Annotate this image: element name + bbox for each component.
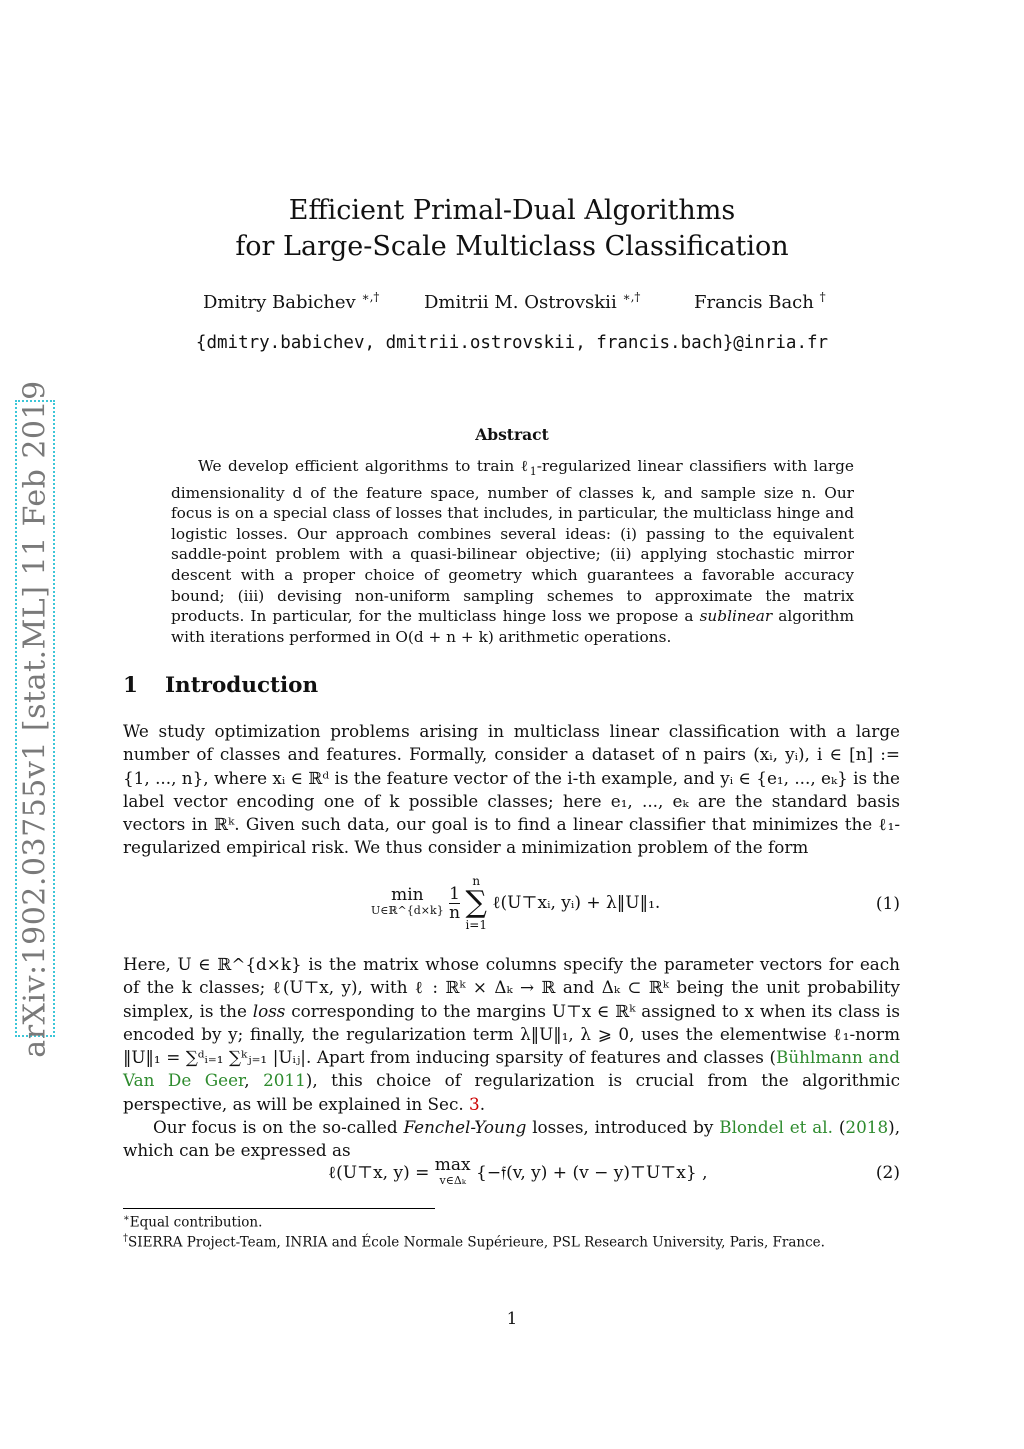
abstract-body	[171, 456, 854, 647]
footnote-2	[123, 1233, 825, 1251]
section-title: Introduction	[165, 673, 319, 698]
section-heading	[123, 673, 318, 698]
abstract-text: We develop efficient algorithms to train ℓ	[198, 457, 530, 475]
paragraph-text: Here, U ∈ ℝ^{d×k} is the matrix whose columns specify the parameter vectors for each of the k classes; ℓ(U⊤x, y), with ℓ : ℝᵏ × Δₖ → ℝ and Δₖ ⊂ ℝᵏ being the unit probability simplex, is the	[123, 954, 900, 1021]
max-operator: max	[434, 1155, 471, 1175]
emphasis-fenchel-young: Fenchel-Young	[403, 1117, 527, 1138]
footnote-1	[123, 1213, 262, 1231]
citation-separator: (	[833, 1117, 846, 1138]
fraction-denominator: n	[449, 902, 461, 923]
sum-upper: n	[472, 874, 481, 888]
paragraph-text: We study optimization problems arising in multiclass linear classification with a large number of classes and features. Formally, consider a dataset of n pairs (xᵢ, yᵢ), i ∈ [n] := {1, ..., n}, where xᵢ ∈ ℝᵈ is the feature vector of the i-th example, and yᵢ ∈ {e₁, ..., eₖ} is the label vector encoding one of k possible classes; here e₁, ..., eₖ are the standard basis vectors in ℝᵏ. Given such data, our goal is to find a linear classifier that minimizes the ℓ₁-regularized empirical risk. We thus consider a minimization problem of the form	[123, 721, 900, 858]
citation-separator: ,	[244, 1070, 264, 1091]
paragraph-text: ), this choice of regularization is crucial from the algorithmic perspective, as will be explained in Sec.	[123, 1070, 901, 1114]
abstract-text: -regularized linear classifiers with large dimensionality d of the feature space, number of classes k, and sample size n. Our focus is on a special class of losses that includes, in particular, the multiclass hinge and logistic losses. Our approach combines several ideas: (i) passing to the equivalent saddle-point problem with a quasi-bilinear objective; (ii) applying stochastic mirror descent with a proper choice of geometry which guarantees a favorable accuracy bound; (iii) devising non-uniform sampling schemes to approximate the matrix products. In particular, for the multiclass hinge loss we propose a	[171, 457, 854, 626]
emphasis-loss: loss	[252, 1000, 286, 1021]
paragraph-text: .	[479, 1093, 486, 1114]
intro-paragraph-2	[123, 953, 900, 1163]
section-number: 1	[123, 673, 138, 698]
author-marks: ∗,†	[361, 290, 380, 304]
paragraph-text: losses, introduced by	[526, 1117, 720, 1138]
min-operator: min	[391, 885, 424, 905]
eq2-max	[434, 1155, 471, 1188]
equation-number-1: (1)	[875, 894, 900, 914]
eq2-body: {−𝔣(v, y) + (v − y)⊤U⊤x} ,	[476, 1163, 708, 1183]
paragraph-text: ), which can be expressed as	[123, 1117, 901, 1161]
max-subscript: v∈Δₖ	[439, 1174, 466, 1187]
author-3	[694, 290, 826, 313]
sum-lower: i=1	[465, 918, 487, 932]
author-name: Dmitrii M. Ostrovskii	[424, 292, 617, 313]
eq2-lhs: ℓ(U⊤x, y) =	[328, 1163, 435, 1183]
paper-title-line-1: Efficient Primal-Dual Algorithms	[288, 195, 736, 226]
author-marks: †	[819, 290, 826, 304]
abstract-subscript: 1	[529, 465, 537, 479]
footnote-mark: ∗	[123, 1213, 130, 1224]
equation-2	[123, 1155, 900, 1198]
arxiv-stamp-text: arXiv:1902.03755v1 [stat.ML] 11 Feb 2019	[17, 379, 53, 1058]
footnote-mark: †	[123, 1233, 128, 1244]
fraction-numerator: 1	[449, 883, 460, 904]
footnote-text: SIERRA Project-Team, INRIA and École Normale Supérieure, PSL Research University, Paris, France.	[128, 1234, 825, 1251]
eq1-fraction	[449, 885, 460, 922]
eq1-min	[371, 885, 444, 918]
citation-link[interactable]: Blondel et al.	[719, 1117, 833, 1138]
eq1-body: ℓ(U⊤xᵢ, yᵢ) + λ‖U‖₁.	[492, 893, 661, 913]
page-number: 1	[506, 1309, 518, 1328]
author-name: Dmitry Babichev	[203, 292, 356, 313]
author-emails: {dmitry.babichev, dmitrii.ostrovskii, francis.bach}@inria.fr	[195, 333, 829, 353]
section-ref-link[interactable]: 3	[469, 1093, 480, 1114]
arxiv-stamp	[15, 379, 55, 1058]
abstract-text: algorithm with iterations performed in O(d + n + k) arithmetic operations.	[171, 607, 854, 646]
paragraph-text: Our focus is on the so-called	[153, 1117, 404, 1138]
abstract-heading: Abstract	[475, 425, 549, 444]
footnote-rule	[123, 1208, 435, 1209]
citation-link[interactable]: Bühlmann and Van De Geer	[123, 1047, 900, 1091]
author-1	[203, 290, 379, 313]
sum-sign: ∑	[465, 885, 487, 920]
equation-1	[123, 874, 900, 936]
min-subscript: U∈ℝ^{d×k}	[371, 904, 444, 917]
intro-paragraph-1	[123, 720, 900, 860]
footnote-text: Equal contribution.	[129, 1214, 263, 1231]
paper-title-line-2: for Large-Scale Multiclass Classification	[235, 231, 789, 262]
citation-year-link[interactable]: 2018	[845, 1117, 889, 1138]
citation-year-link[interactable]: 2011	[263, 1070, 306, 1091]
author-2	[424, 290, 640, 313]
author-marks: ∗,†	[622, 290, 641, 304]
paragraph-text: corresponding to the margins U⊤x ∈ ℝᵏ assigned to x when its class is encoded by y; finally, the regularization term λ‖U‖₁, λ ⩾ 0, uses the elementwise ℓ₁-norm ‖U‖₁ = ∑ᵈᵢ₌₁ ∑ᵏⱼ₌₁ |Uᵢⱼ|. Apart from inducing sparsity of features and classes (	[123, 1000, 900, 1068]
eq1-sum	[465, 874, 487, 932]
equation-number-2: (2)	[875, 1163, 900, 1183]
abstract-emphasis: sublinear	[699, 607, 773, 626]
author-name: Francis Bach	[694, 292, 814, 313]
